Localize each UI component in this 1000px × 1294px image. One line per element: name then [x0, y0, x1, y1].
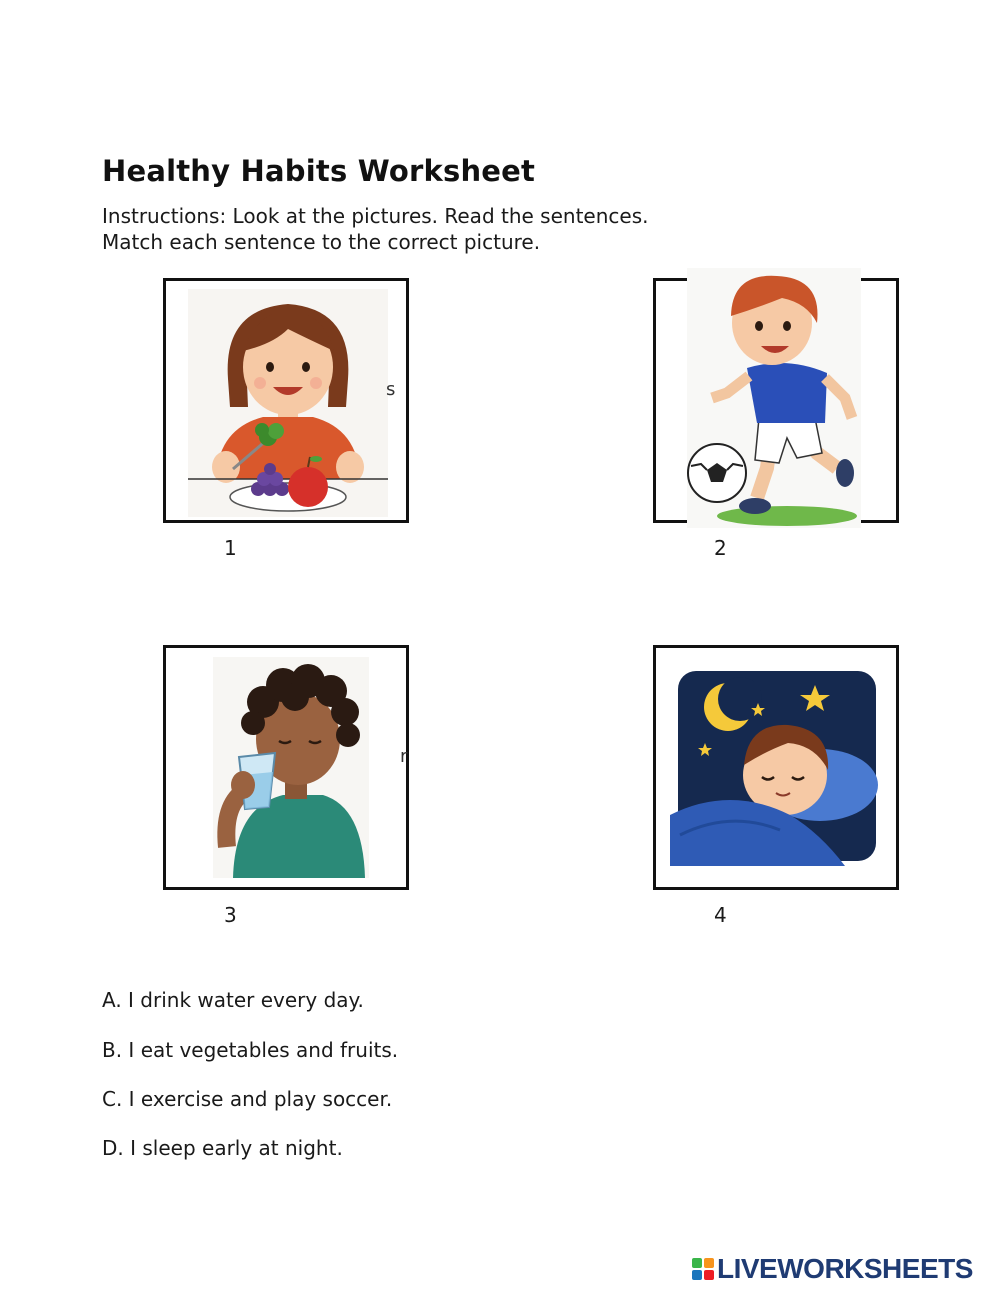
logo-text: LIVEWORKSHEETS	[717, 1253, 973, 1284]
instructions-line-1: Instructions: Look at the pictures. Read the sentences.	[102, 204, 649, 228]
instructions-line-2: Match each sentence to the correct picture.	[102, 230, 541, 254]
sentence-d[interactable]: D. I sleep early at night.	[102, 1136, 343, 1160]
boy-sleeping-icon	[670, 665, 883, 866]
boy-drinking-water-icon	[213, 657, 369, 878]
liveworksheets-logo[interactable]	[692, 1252, 973, 1286]
picture-number-4: 4	[714, 903, 727, 927]
girl-eating-vegetables-icon	[188, 289, 388, 517]
sentence-a[interactable]: A. I drink water every day.	[102, 988, 364, 1012]
sentence-b[interactable]: B. I eat vegetables and fruits.	[102, 1038, 399, 1062]
picture-number-1: 1	[224, 536, 237, 560]
logo-mark-icon	[692, 1258, 714, 1280]
worksheet-title: Healthy Habits Worksheet	[102, 154, 536, 188]
stray-text-mark: s	[386, 379, 396, 400]
boy-playing-soccer-icon	[687, 268, 861, 528]
picture-number-2: 2	[714, 536, 727, 560]
stray-text-mark: r	[400, 746, 408, 767]
sentence-c[interactable]: C. I exercise and play soccer.	[102, 1087, 393, 1111]
picture-number-3: 3	[224, 903, 237, 927]
